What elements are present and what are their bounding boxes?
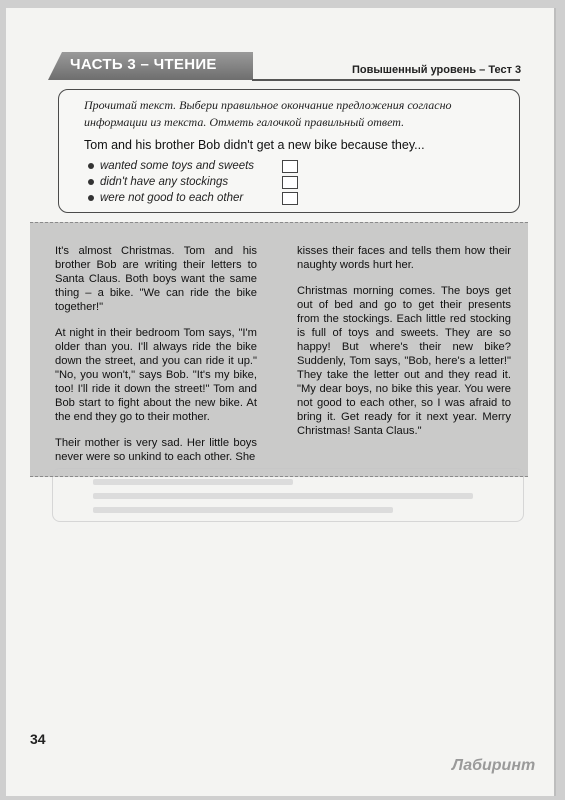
reading-text-left-column bbox=[55, 244, 257, 476]
text-paragraph: Their mother is very sad. Her little boys never were so unkind to each other. She bbox=[55, 437, 257, 463]
bleed-through-line bbox=[93, 479, 293, 485]
answer-option[interactable] bbox=[88, 190, 298, 206]
task-question: Tom and his brother Bob didn't get a new bike because they... bbox=[84, 138, 425, 152]
bleed-through-line bbox=[93, 507, 393, 513]
bullet-icon bbox=[88, 179, 94, 185]
level-test-label: Повышенный уровень – Тест 3 bbox=[352, 64, 522, 76]
answer-option-label: wanted some toys and sweets bbox=[100, 160, 255, 172]
bleed-through-line bbox=[93, 493, 473, 499]
text-paragraph: It's almost Christmas. Tom and his brother Bob are writing their letters to Santa Claus. Both boys want the same thing – a bike. "We can ride the bike together!" bbox=[55, 245, 257, 313]
page-number: 34 bbox=[30, 731, 46, 747]
answer-checkbox[interactable] bbox=[282, 176, 298, 189]
bullet-icon bbox=[88, 195, 94, 201]
answer-checkbox[interactable] bbox=[282, 160, 298, 173]
answer-options bbox=[88, 158, 298, 206]
answer-checkbox[interactable] bbox=[282, 192, 298, 205]
bullet-icon bbox=[88, 163, 94, 169]
text-paragraph: kisses their faces and tells them how their naughty words hurt her. bbox=[297, 245, 511, 271]
section-title: ЧАСТЬ 3 – ЧТЕНИЕ bbox=[70, 56, 217, 73]
answer-option-label: were not good to each other bbox=[100, 192, 244, 204]
answer-option-label: didn't have any stockings bbox=[100, 176, 229, 188]
text-paragraph: Christmas morning comes. The boys get out of bed and go to get their presents from the stockings. Each little red stocking is full of toys and sweets. They are so happy! But where's their new bike? Suddenly, Tom says, "Bob, here's a letter!" They take the letter out and they read it. "My dear boys, no bike this year. You were not good to each other, so I was afraid to bring it. Get ready for it next year. Merry Christmas! Santa Claus." bbox=[297, 285, 511, 437]
answer-option[interactable] bbox=[88, 158, 298, 174]
answer-option[interactable] bbox=[88, 174, 298, 190]
header-divider bbox=[252, 79, 520, 81]
task-instruction: Прочитай текст. Выбери правильное окончание предложения согласно информации из текста. Отметь галочкой правильный ответ. bbox=[84, 98, 452, 129]
text-paragraph: At night in their bedroom Tom says, "I'm older than you. I'll always ride the bike down the street, and you can ride it up." "No, you won't," says Bob. "It's my bike, too! I'll ride it down the street!" Tom and Bob start to fight about the new bike. At the end they go to their mother. bbox=[55, 327, 257, 423]
watermark-logo: Лабиринт bbox=[452, 757, 536, 774]
reading-text-right-column bbox=[297, 244, 511, 450]
